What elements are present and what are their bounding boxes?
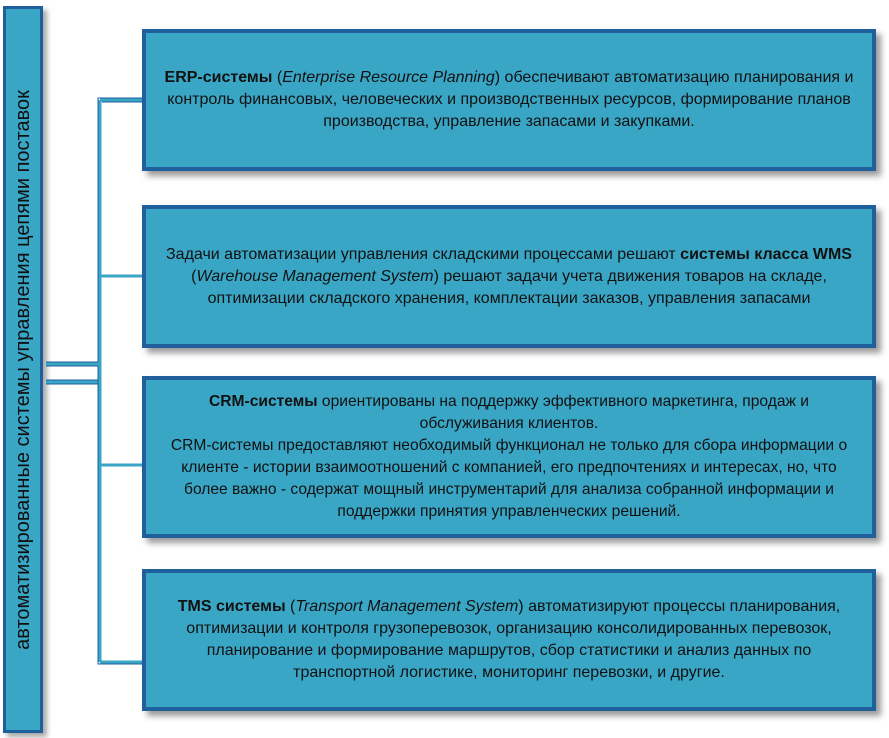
wms-full-name: Warehouse Management System — [196, 267, 434, 285]
erp-full-name: Enterprise Resource Planning — [282, 69, 495, 86]
crm-term: CRM-системы — [208, 393, 318, 410]
wms-text: ) решают задачи учета движения товаров на складе, оптимизации складского хранения, комплектации заказов, управления запасами — [207, 267, 827, 307]
tms-description: TMS системы (Transport Management System) автоматизируют процессы планирования, оптимизации и контроля грузоперевозок, организацию консолидированных перевозок, планирование и формирование маршрутов, сбор статистики и анализ данных по транспортной логистике, мониторинг перевозки, и другие. — [177, 598, 841, 681]
tms-box — [142, 569, 876, 711]
wms-box — [142, 205, 876, 348]
root-category-label: автоматизированные системы управления цепями поставок — [12, 89, 34, 650]
crm-text-detail: CRM-системы предоставляют необходимый функционал не только для сбора информации о клиенте - истории взаимоотношений с компанией, его предпочтениях и интересах, но, что более важно - содержат мощный инструментарий для анализа собранной информации и поддержки принятия управленческих решений. — [170, 437, 848, 520]
crm-box — [142, 376, 876, 538]
tms-text: ) автоматизируют процессы планирования, оптимизации и контроля грузоперевозок, организацию консолидированных перевозок, планирование и формирование маршрутов, сбор статистики и анализ данных по транспортной логистике, мониторинг перевозки, и другие. — [186, 598, 841, 681]
wms-description: Задачи автоматизации управления складскими процессами решают системы класса WMS (Warehouse Management System) решают задачи учета движения товаров на складе, оптимизации складского хранения, комплектации заказов, управления запасами — [166, 245, 852, 307]
tms-term: TMS системы — [177, 598, 286, 615]
wms-lead: Задачи автоматизации управления складскими процессами решают — [166, 245, 681, 263]
erp-term: ERP-системы — [164, 69, 273, 86]
crm-text: ориентированы на поддержку эффективного маркетинга, продаж и обслуживания клиентов. — [317, 393, 809, 432]
crm-description — [160, 391, 858, 523]
erp-box — [142, 29, 876, 171]
erp-description: ERP-системы (Enterprise Resource Planning) обеспечивают автоматизацию планирования и контроль финансовых, человеческих и производственных ресурсов, формирование планов производства, управление запасами и закупками. — [164, 69, 854, 130]
tms-full-name: Transport Management System — [295, 598, 519, 615]
wms-term: системы класса WMS — [680, 245, 852, 263]
erp-text: ) обеспечивают автоматизацию планирования и контроль финансовых, человеческих и производственных ресурсов, формирование планов производства, управление запасами и закупками. — [167, 69, 854, 130]
